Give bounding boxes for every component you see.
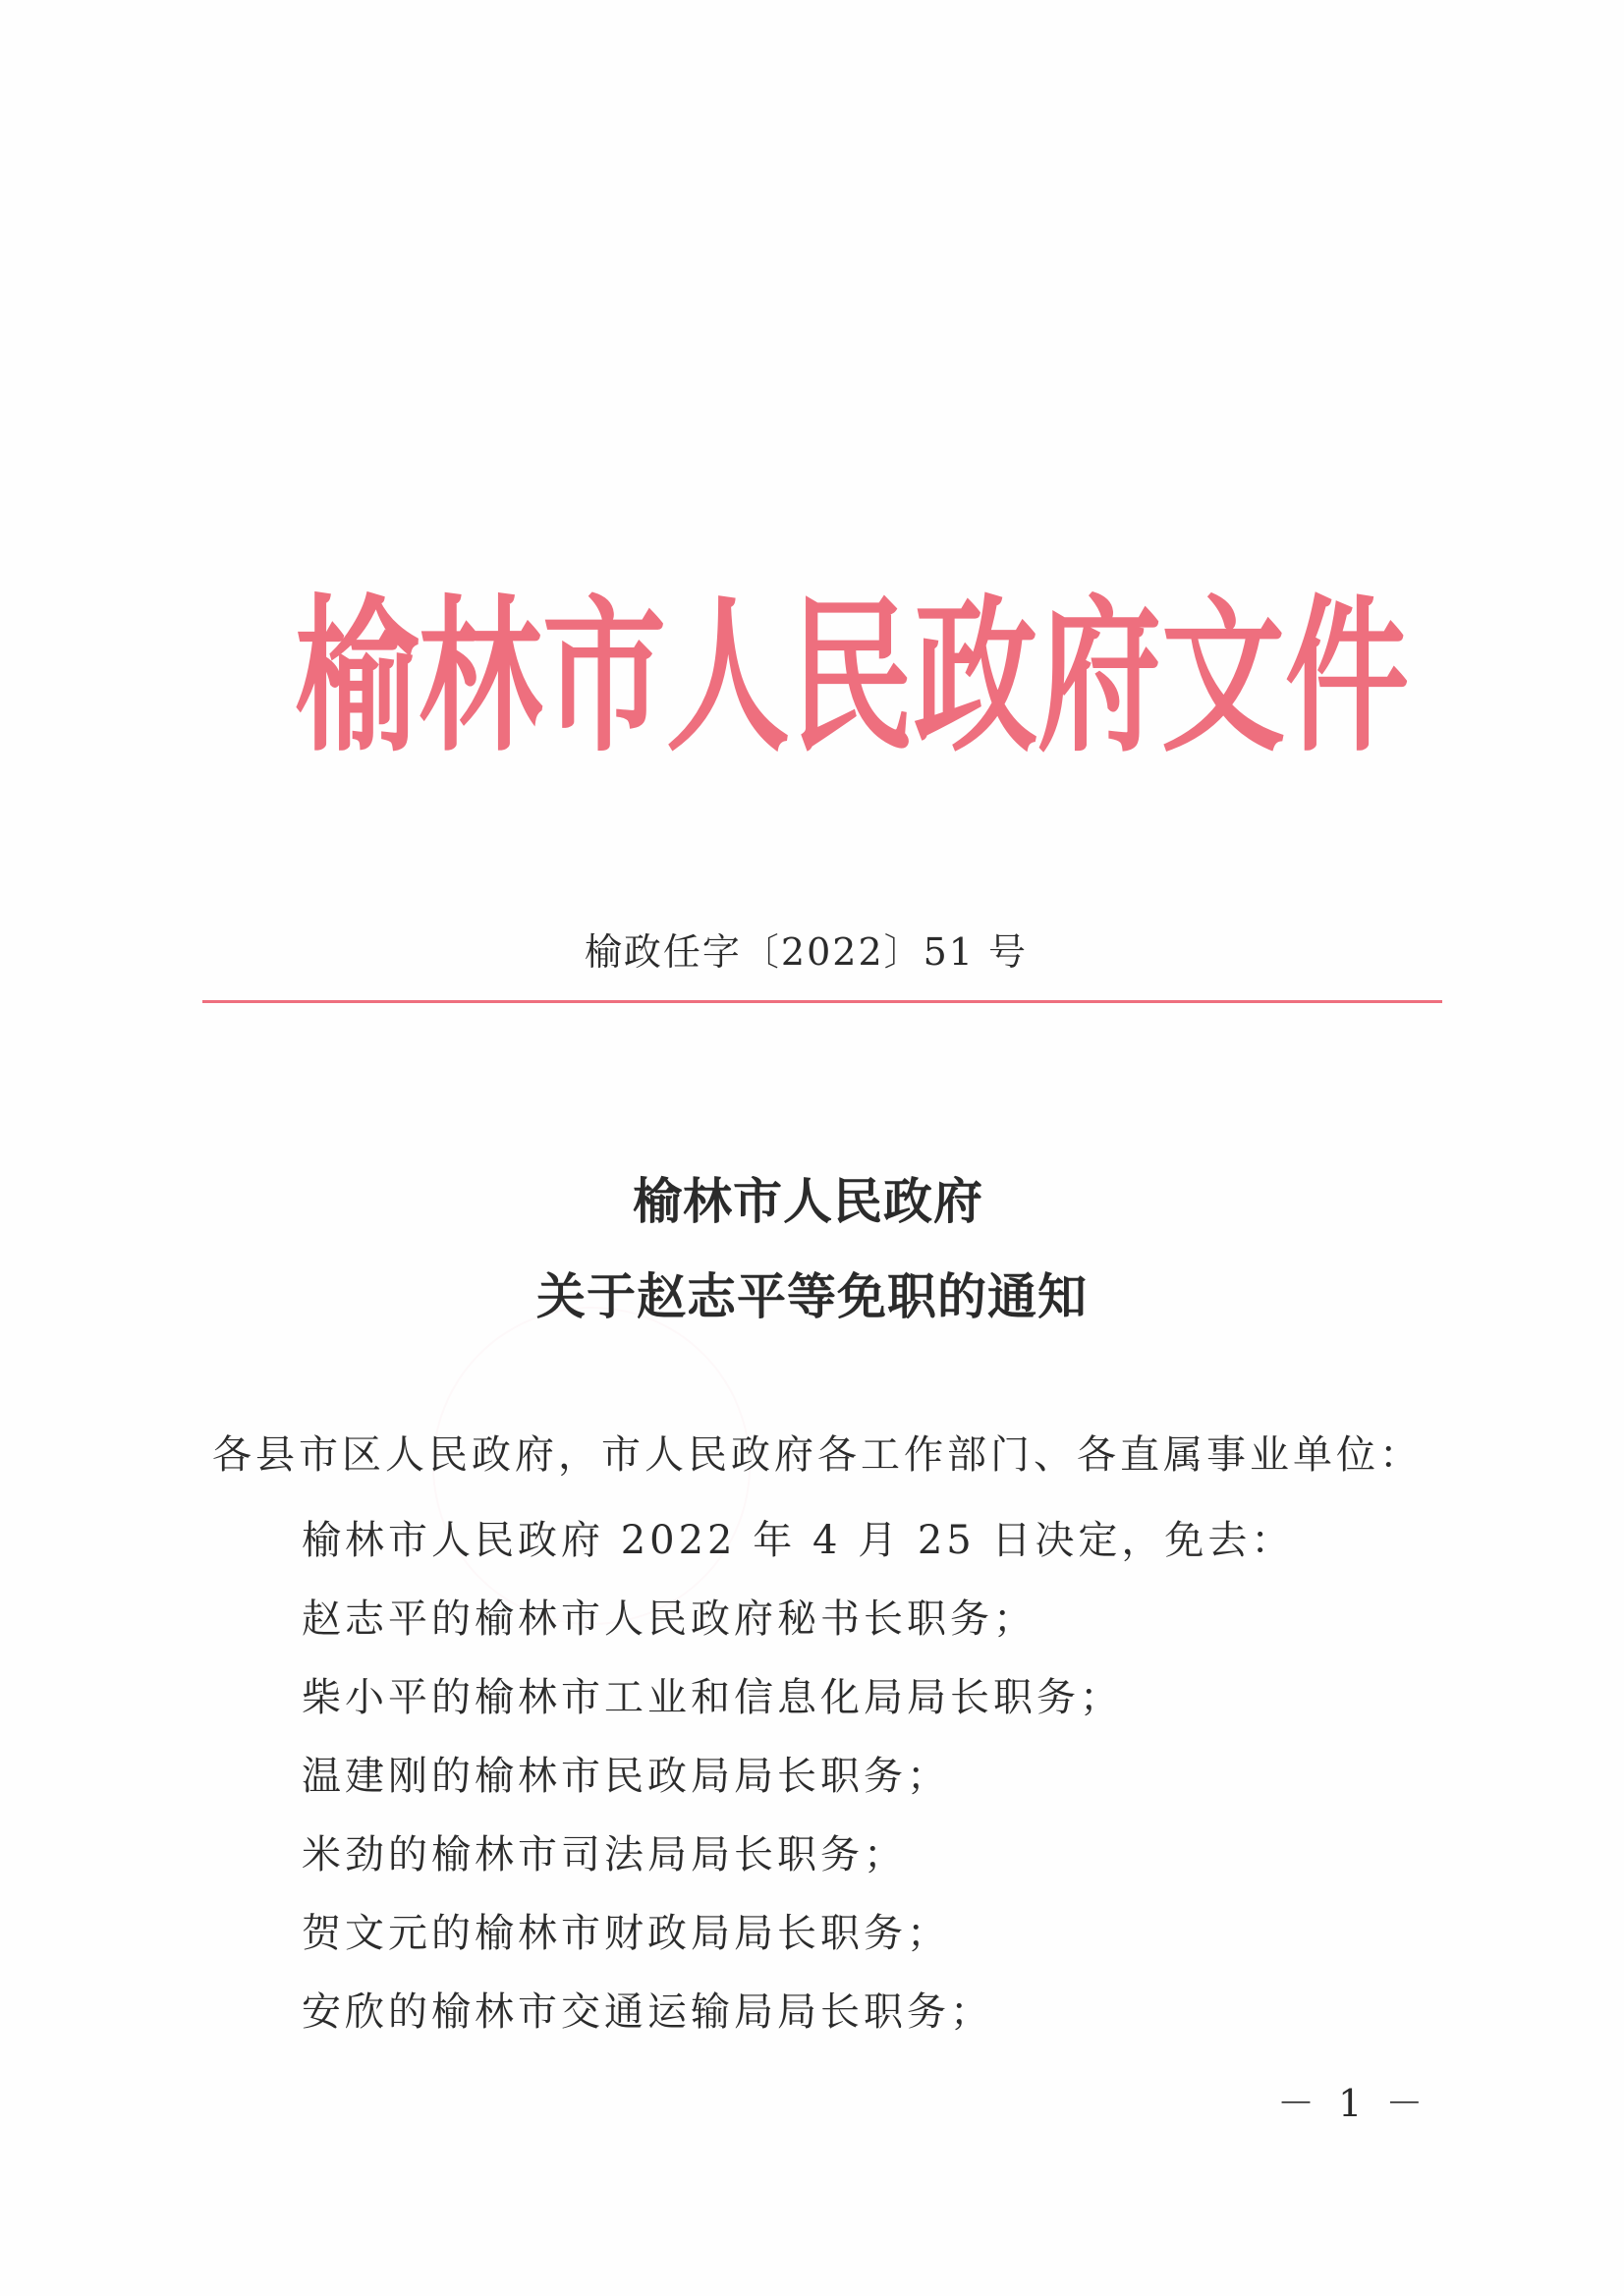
body-line: 安欣的榆林市交通运输局局长职务； xyxy=(302,1989,993,2035)
masthead-title: 榆林市人民政府文件 xyxy=(295,580,1409,775)
body-line: 米劲的榆林市司法局局长职务； xyxy=(302,1832,907,1877)
notice-title-line-2: 关于赵志平等免职的通知 xyxy=(536,1268,1088,1325)
red-divider-line xyxy=(202,1000,1442,1003)
body-line: 榆林市人民政府 2022 年 4 月 25 日决定，免去： xyxy=(302,1518,1295,1563)
body-line: 柴小平的榆林市工业和信息化局局长职务； xyxy=(302,1675,1123,1720)
notice-title-line-1: 榆林市人民政府 xyxy=(633,1173,983,1230)
body-line: 贺文元的榆林市财政局局长职务； xyxy=(302,1911,950,1956)
document-number: 榆政任字〔2022〕51 号 xyxy=(584,930,1029,974)
body-line: 温建刚的榆林市民政局局长职务； xyxy=(302,1754,950,1799)
body-text xyxy=(302,1501,1294,2051)
page-number: － 1 － xyxy=(1277,2082,1429,2125)
salutation: 各县市区人民政府，市人民政府各工作部门、各直属事业单位： xyxy=(212,1432,1423,1478)
body-line: 赵志平的榆林市人民政府秘书长职务； xyxy=(302,1596,1036,1642)
